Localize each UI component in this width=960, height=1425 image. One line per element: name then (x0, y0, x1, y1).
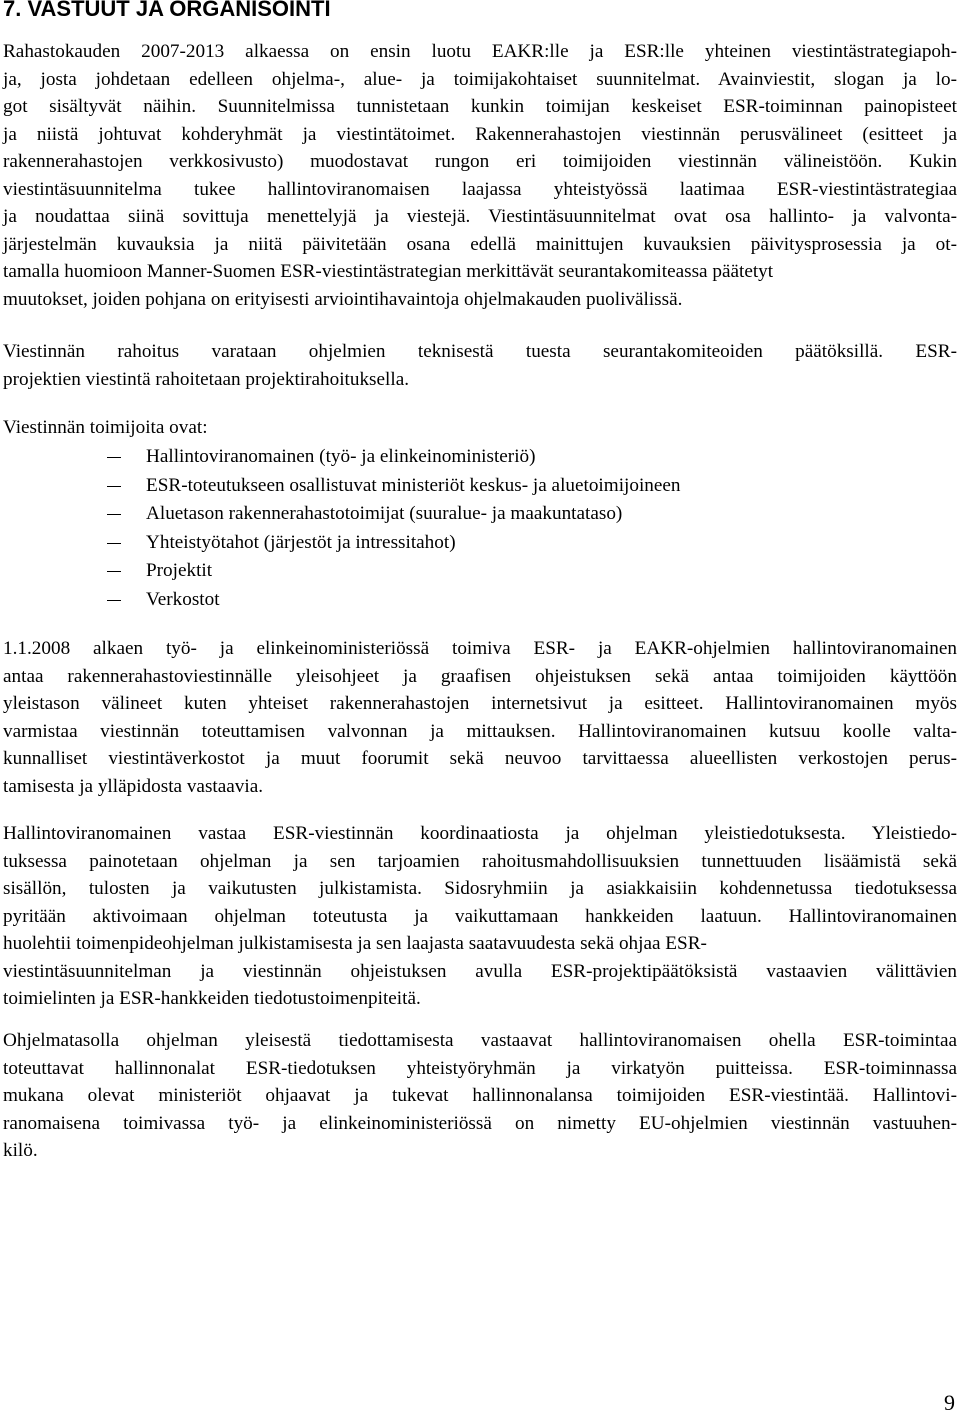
text-line: huolehtii toimenpideohjelman julkistamisesta ja sen laajasta saatavuudesta sekä ohjaa ESR- (3, 933, 707, 954)
text-line: viestintäsuunnitelman ja viestinnän ohjeistuksen avulla ESR-projektipäätöksistä vastaavien välittävien (3, 960, 957, 982)
text-line: got sisältyvät näihin. Suunnitelmissa tunnistetaan kunkin toimijan keskeiset ESR-toiminnan painopisteet (3, 96, 957, 117)
text-line: Ohjelmatasolla ohjelman yleisestä tiedottamisesta vastaavat hallintoviranomaisen ohella ESR-toimintaa (3, 1030, 957, 1051)
list-item-label: Hallintoviranomainen (työ- ja elinkeinoministeriö) (146, 446, 536, 467)
paragraph-funding (3, 338, 957, 393)
text-line: Hallintoviranomainen vastaa ESR-viestinnän koordinaatiosta ja ohjelman yleistiedotuksesta. Yleistiedo- (3, 823, 957, 844)
list-intro (3, 414, 957, 442)
text-line: kunnalliset viestintäverkostot ja muut foorumit sekä neuvoo tarvittaessa alueellisten verkostojen perus- (3, 748, 957, 769)
text-line: projektien viestintä rahoitetaan projektirahoituksella. (3, 368, 410, 390)
text-line: antaa rakennerahastoviestinnälle yleisohjeet ja graafisen ohjeistuksen sekä antaa toimijoiden käyttöön (3, 665, 957, 687)
text-line: rakennerahastojen verkkosivusto) muodostavat rungon eri toimijoiden viestinnän välineistöön. Kukin (3, 151, 957, 172)
paragraph-coordination (3, 820, 957, 1013)
text-line: toimielinten ja ESR-hankkeiden tiedotustoimenpiteitä. (3, 988, 421, 1009)
page-number: 9 (944, 1390, 955, 1415)
text-line: Viestinnän rahoitus varataan ohjelmien teknisestä tuesta seurantakomiteoiden päätöksillä. ESR- (3, 341, 957, 362)
text-line: Rahastokauden 2007-2013 alkaessa on ensin luotu EAKR:lle ja ESR:lle yhteinen viestintästrategiapoh- (3, 41, 957, 62)
dash-bullet-icon (107, 543, 121, 544)
dash-bullet-icon (107, 514, 121, 515)
text-line: Viestinnän toimijoita ovat: (3, 417, 208, 438)
dash-bullet-icon (107, 600, 121, 601)
text-line: ja noudattaa siinä sovittuja menettelyjä ja viestejä. Viestintäsuunnitelmat ovat osa hallinto- ja valvonta- (3, 206, 957, 227)
text-line: tuksessa painotetaan ohjelman ja sen tarjoamien rahoitusmahdollisuuksien tunnettuuden lisäämistä sekä (3, 850, 957, 872)
text-line: sisällön, tulosten ja vaikutusten julkistamista. Sidosryhmiin ja asiakkaisiin kohdennetussa tiedotuksessa (3, 878, 957, 899)
text-line: tamisesta ja ylläpidosta vastaavia. (3, 775, 264, 797)
dash-bullet-icon (107, 457, 121, 458)
text-line: ja, josta johdetaan edelleen ohjelma-, alue- ja toimijakohtaiset suunnitelmat. Avainviestit, slogan ja lo- (3, 68, 957, 90)
text-line: viestintäsuunnitelma tukee hallintoviranomaisen laajassa yhteistyössä laatimaa ESR-viestintästrategiaa (3, 178, 957, 200)
dash-bullet-icon (107, 571, 121, 572)
text-line: muutokset, joiden pohjana on erityisesti arviointihavaintoja ohjelmakauden puolivälissä. (3, 288, 683, 310)
text-line: toteuttavat hallinnonalat ESR-tiedotuksen yhteistyöryhmän ja virkatyön puitteissa. ESR-toiminnassa (3, 1057, 957, 1079)
text-line: järjestelmän kuvauksia ja niitä päivitetään osana edellä mainittujen kuvauksien päivitysprosessia ja ot- (3, 233, 957, 255)
list-item-label: Projektit (146, 560, 213, 581)
text-line: yleistason välineet kuten yhteiset rakennerahastojen internetsivut ja esitteet. Hallintoviranomainen myös (3, 693, 957, 714)
text-line: ranomaisena toimivassa työ- ja elinkeinoministeriössä on nimetty EU-ohjelmien viestinnän vastuuhen- (3, 1112, 957, 1134)
text-line: 1.1.2008 alkaen työ- ja elinkeinoministeriössä toimiva ESR- ja EAKR-ohjelmien hallintoviranomainen (3, 638, 957, 659)
list-item-label: Yhteistyötahot (järjestöt ja intressitahot) (146, 531, 456, 553)
list-item-label: ESR-toteutukseen osallistuvat ministeriöt keskus- ja aluetoimijoineen (146, 474, 681, 496)
text-line: ja niistä johtuvat kohderyhmät ja viestintätoimet. Rakennerahastojen viestinnän perusvälineet (esitteet ja (3, 123, 957, 145)
list-item-label: Verkostot (146, 588, 220, 610)
paragraph-managing-authority (3, 635, 957, 800)
text-line: varmistaa viestinnän toteuttamisen valvonnan ja mittauksen. Hallintoviranomainen kutsuu koolle valta- (3, 720, 957, 742)
section-heading: 7. VASTUUT JA ORGANISOINTI (3, 0, 331, 21)
paragraph-strategy (3, 38, 957, 313)
paragraph-program-level (3, 1027, 957, 1165)
text-line: mukana olevat ministeriöt ohjaavat ja tukevat hallinnonalansa toimijoiden ESR-viestintää. Hallintovi- (3, 1085, 957, 1106)
dash-bullet-icon (107, 486, 121, 487)
text-line: tamalla huomioon Manner-Suomen ESR-viestintästrategian merkittävät seurantakomiteassa päätetyt (3, 261, 774, 282)
text-line: kilö. (3, 1140, 38, 1161)
text-line: pyritään aktivoimaan ohjelman toteutusta ja vaikuttamaan hankkeiden laatuun. Hallintoviranomainen (3, 905, 957, 927)
list-item-label: Aluetason rakennerahastotoimijat (suuralue- ja maakuntataso) (146, 503, 623, 524)
